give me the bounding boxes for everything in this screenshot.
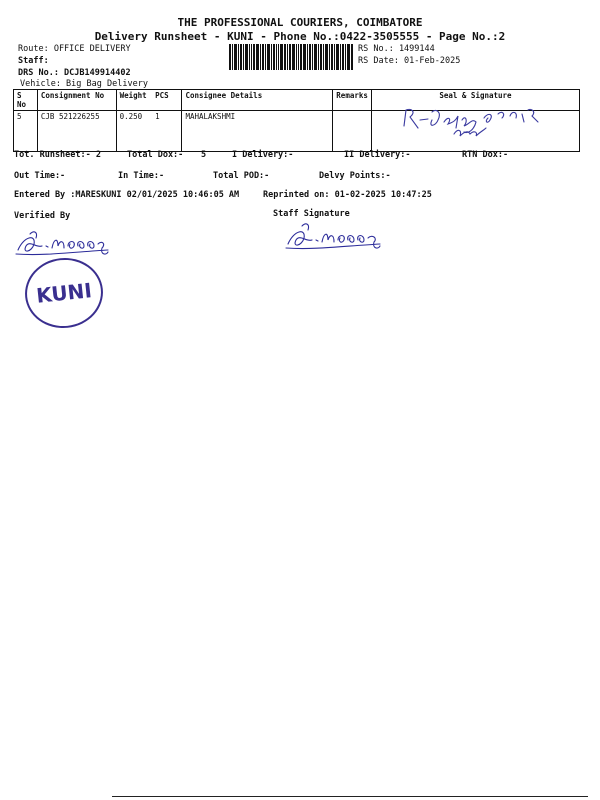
header-weight: Weight [116,90,152,111]
ii-delivery: II Delivery:- [344,150,411,160]
header-seal-signature: Seal & Signature [371,90,579,111]
out-time: Out Time:- [14,171,66,181]
cell-pcs: 1 [152,111,182,152]
company-title: THE PROFESSIONAL COURIERS, COIMBATORE [177,16,423,29]
drs-number: DRS No.: DCJB149914402 [18,68,131,78]
header-consignee: Consignee Details [182,90,333,111]
staff-signature [284,220,384,252]
vehicle-field: Vehicle: Big Bag Delivery [20,79,148,89]
staff-signature-label: Staff Signature [273,209,350,219]
rtn-dox: RTN Dox:- [462,150,509,160]
rs-number: RS No.: 1499144 [358,44,435,54]
kuni-stamp [22,254,107,332]
stamp-text: KUNI [35,278,93,308]
delivery-points: Delvy Points:- [319,171,391,181]
cell-sno: 5 [14,111,38,152]
staff-field: Staff: [18,56,49,66]
header-consignment: Consignment No [37,90,116,111]
cell-consignment: CJB 521226255 [37,111,116,152]
verified-by-label: Verified By [14,211,71,221]
reprinted-on: Reprinted on: 01-02-2025 10:47:25 [263,190,432,200]
header-pcs: PCS [152,90,182,111]
i-delivery: I Delivery:- [232,150,294,160]
handwritten-delivery-note [398,100,548,140]
rs-date: RS Date: 01-Feb-2025 [358,56,461,66]
verified-by-signature [14,226,110,258]
cell-consignee: MAHALAKSHMI [182,111,333,152]
entered-by: Entered By :MARESKUNI 02/01/2025 10:46:05 AM [14,190,240,200]
page-bottom-rule [112,796,588,797]
runsheet-subtitle: Delivery Runsheet - KUNI - Phone No.:0422-3505555 - Page No.:2 [94,30,506,43]
total-dox-label: Total Dox:- [127,150,184,160]
total-dox-value: 5 [201,150,207,160]
header-sno: S No [14,90,38,111]
barcode-image [229,44,353,70]
cell-weight: 0.250 [116,111,152,152]
cell-remarks [333,111,372,152]
total-pod: Total POD:- [213,171,270,181]
total-runsheet: Tot. Runsheet:- 2 [14,150,101,160]
header-remarks: Remarks [333,90,372,111]
in-time: In Time:- [118,171,165,181]
route-field: Route: OFFICE DELIVERY [18,44,131,54]
